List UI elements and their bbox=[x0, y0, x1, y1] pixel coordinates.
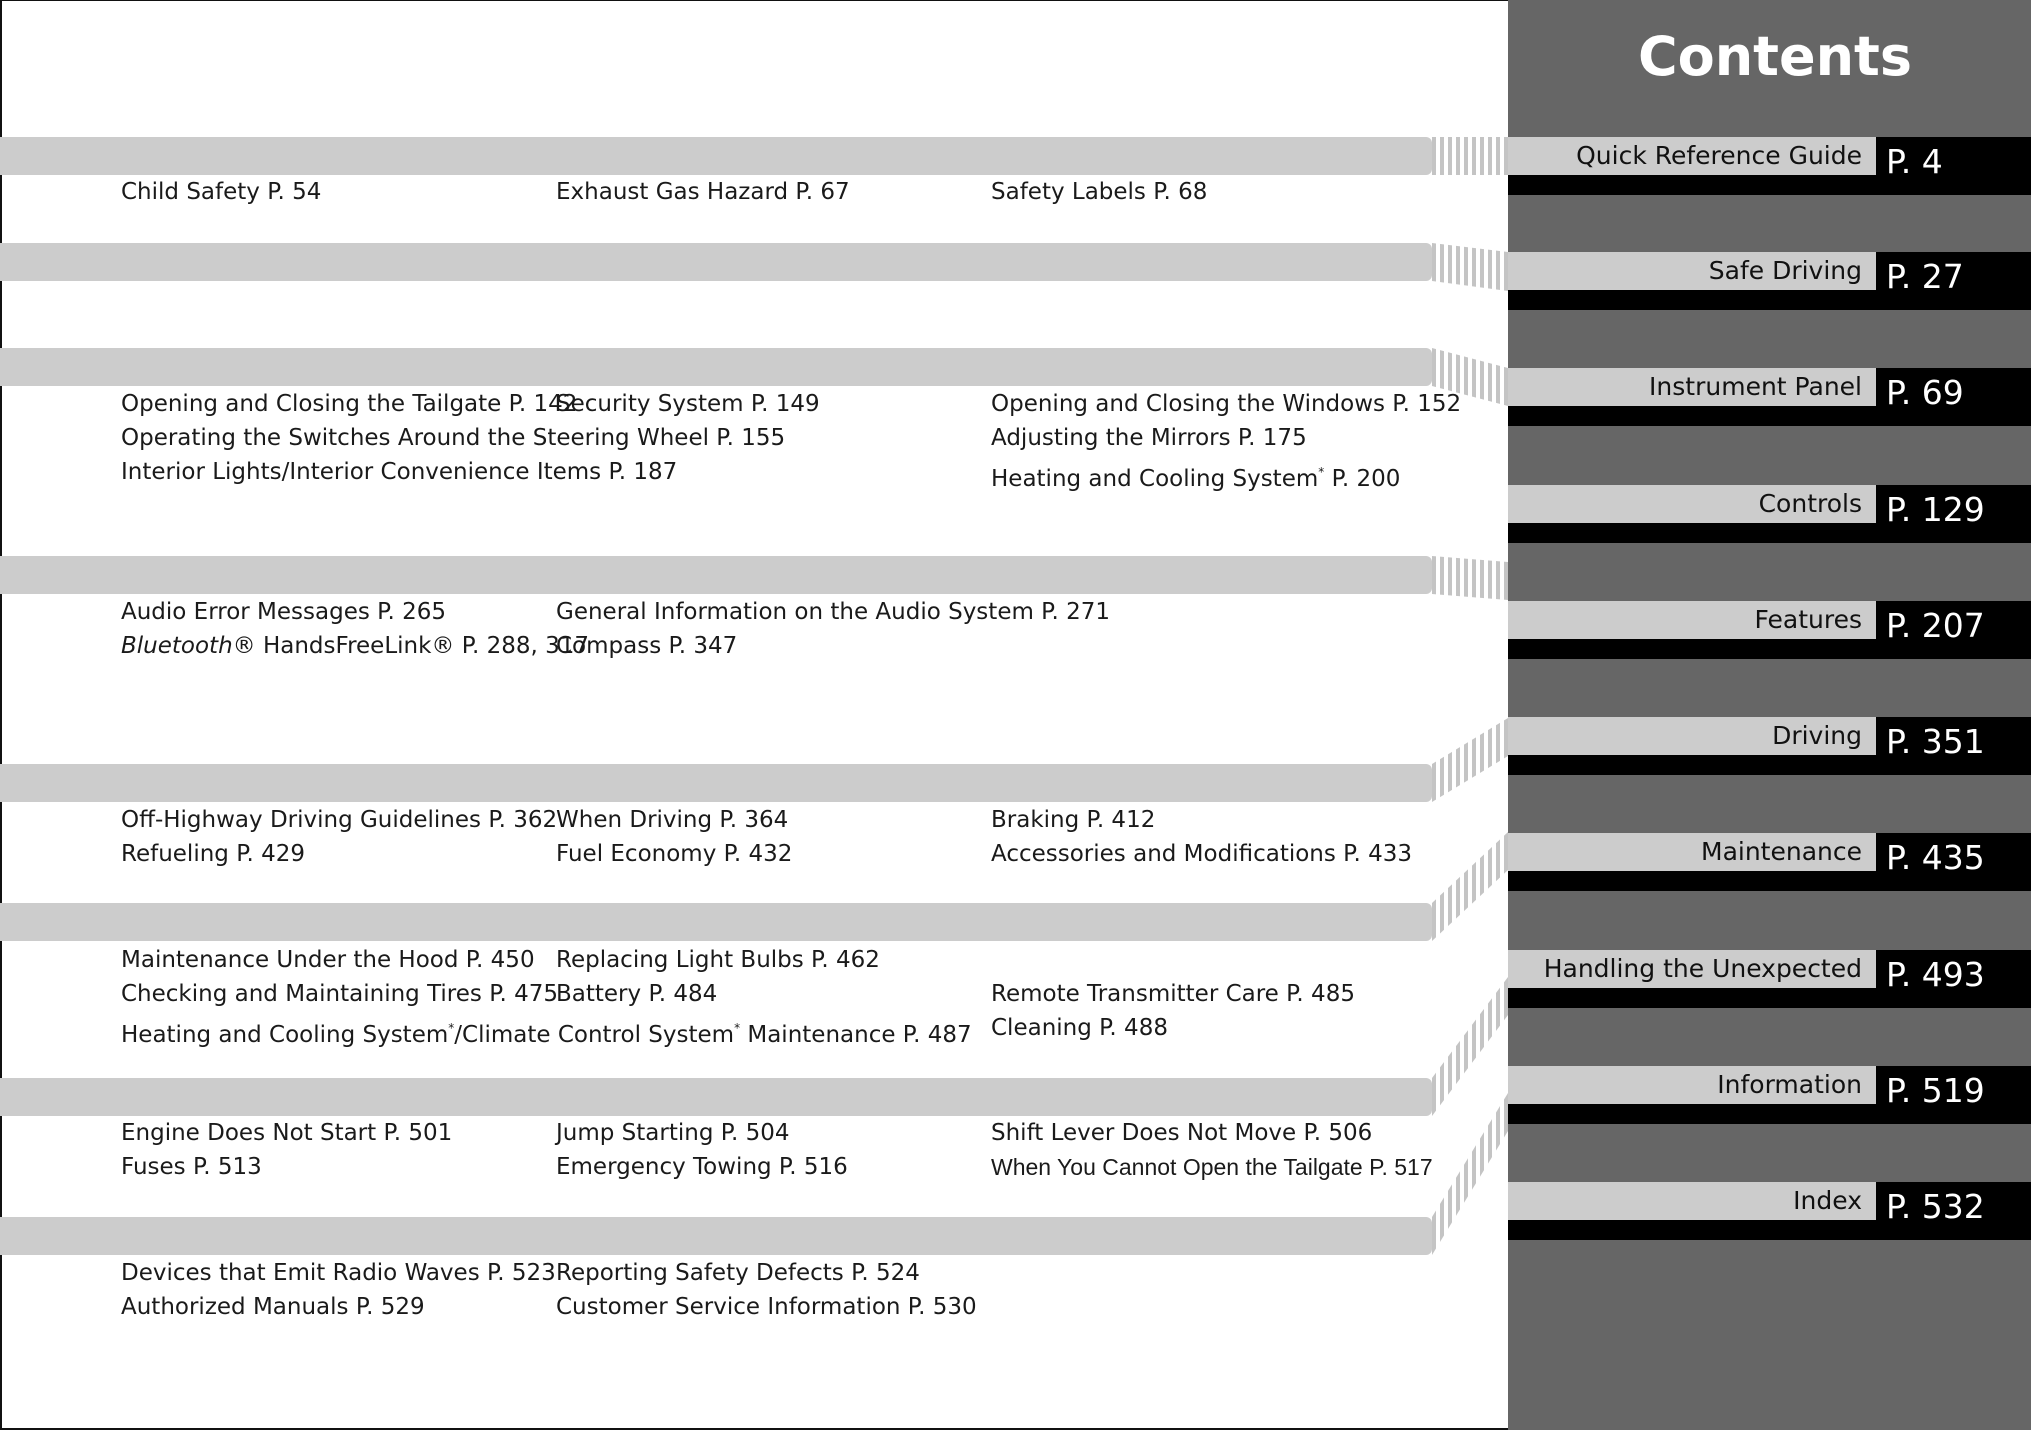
tab-controls[interactable]: Controls bbox=[1508, 485, 1876, 523]
contents-title: Contents bbox=[1637, 25, 1912, 88]
toc-entry-security-system[interactable]: Security System P. 149 bbox=[556, 391, 820, 417]
tab-strip bbox=[1508, 988, 1876, 1008]
tab-strip bbox=[1508, 639, 1876, 659]
toc-entry-audio-general[interactable]: General Information on the Audio System P. 271 bbox=[556, 599, 1110, 625]
tab-features[interactable]: Features bbox=[1508, 601, 1876, 639]
tab-page-driving[interactable]: P. 351 bbox=[1876, 717, 2031, 775]
tab-page-controls[interactable]: P. 129 bbox=[1876, 485, 2031, 543]
connector-quick-reference bbox=[1432, 137, 1508, 175]
toc-entry-audio-error[interactable]: Audio Error Messages P. 265 bbox=[121, 599, 446, 625]
toc-entry-fuel-economy[interactable]: Fuel Economy P. 432 bbox=[556, 841, 793, 867]
connector-controls bbox=[1432, 556, 1508, 600]
toc-entry-safety-labels[interactable]: Safety Labels P. 68 bbox=[991, 179, 1208, 205]
tab-strip bbox=[1508, 523, 1876, 543]
tab-strip bbox=[1508, 406, 1876, 426]
entry-text: Heating and Cooling System bbox=[991, 466, 1319, 492]
toc-entry-when-driving[interactable]: When Driving P. 364 bbox=[556, 807, 789, 833]
toc-entry-braking[interactable]: Braking P. 412 bbox=[991, 807, 1156, 833]
toc-entry-refueling[interactable]: Refueling P. 429 bbox=[121, 841, 305, 867]
connector-maintenance bbox=[1432, 977, 1508, 1116]
tab-strip bbox=[1508, 1104, 1876, 1124]
tab-page-maintenance[interactable]: P. 435 bbox=[1876, 833, 2031, 891]
entry-text: Maintenance P. 487 bbox=[740, 1022, 972, 1048]
entry-text: Heating and Cooling System bbox=[121, 1022, 449, 1048]
toc-entry-emergency-towing[interactable]: Emergency Towing P. 516 bbox=[556, 1154, 848, 1180]
footnote-mark: * bbox=[1318, 465, 1325, 479]
tab-page-index[interactable]: P. 532 bbox=[1876, 1182, 2031, 1240]
tab-driving[interactable]: Driving bbox=[1508, 717, 1876, 755]
toc-entry-tires[interactable]: Checking and Maintaining Tires P. 475 bbox=[121, 981, 559, 1007]
tab-strip bbox=[1508, 1220, 1876, 1240]
tab-page-features[interactable]: P. 207 bbox=[1876, 601, 2031, 659]
entry-text: /Climate Control System bbox=[454, 1022, 735, 1048]
toc-entry-child-safety[interactable]: Child Safety P. 54 bbox=[121, 179, 322, 205]
toc-entry-under-hood[interactable]: Maintenance Under the Hood P. 450 bbox=[121, 947, 535, 973]
toc-entry-mirrors[interactable]: Adjusting the Mirrors P. 175 bbox=[991, 425, 1307, 451]
toc-entry-jump-starting[interactable]: Jump Starting P. 504 bbox=[556, 1120, 790, 1146]
tab-page-instrument-panel[interactable]: P. 69 bbox=[1876, 368, 2031, 426]
toc-entry-battery[interactable]: Battery P. 484 bbox=[556, 981, 718, 1007]
toc-entry-off-highway[interactable]: Off-Highway Driving Guidelines P. 362 bbox=[121, 807, 558, 833]
toc-entry-windows[interactable]: Opening and Closing the Windows P. 152 bbox=[991, 391, 1462, 417]
connector-instrument-panel bbox=[1432, 348, 1508, 406]
connector-handling bbox=[1432, 1093, 1508, 1255]
tab-index[interactable]: Index bbox=[1508, 1182, 1876, 1220]
toc-entry-customer-service[interactable]: Customer Service Information P. 530 bbox=[556, 1294, 977, 1320]
tab-handling-the-unexpected[interactable]: Handling the Unexpected bbox=[1508, 950, 1876, 988]
entry-text: ® HandsFreeLink® P. 288, 317 bbox=[232, 633, 590, 659]
toc-entry-tailgate[interactable]: Opening and Closing the Tailgate P. 142 bbox=[121, 391, 578, 417]
tab-safe-driving[interactable]: Safe Driving bbox=[1508, 252, 1876, 290]
connector-driving bbox=[1432, 832, 1508, 941]
footnote-mark: * bbox=[734, 1021, 741, 1035]
toc-entry-interior-lights[interactable]: Interior Lights/Interior Convenience Items P. 187 bbox=[121, 459, 678, 485]
tab-information[interactable]: Information bbox=[1508, 1066, 1876, 1104]
tab-page-safe-driving[interactable]: P. 27 bbox=[1876, 252, 2031, 310]
toc-entry-engine-not-start[interactable]: Engine Does Not Start P. 501 bbox=[121, 1120, 453, 1146]
connector-safe-driving bbox=[1432, 243, 1508, 291]
toc-entry-remote-transmitter[interactable]: Remote Transmitter Care P. 485 bbox=[991, 981, 1355, 1007]
tab-page-information[interactable]: P. 519 bbox=[1876, 1066, 2031, 1124]
tab-page-quick-reference-guide[interactable]: P. 4 bbox=[1876, 137, 2031, 195]
toc-entry-fuses[interactable]: Fuses P. 513 bbox=[121, 1154, 262, 1180]
entry-text-italic: Bluetooth bbox=[121, 633, 233, 659]
tab-quick-reference-guide[interactable]: Quick Reference Guide bbox=[1508, 137, 1876, 175]
toc-entry-radio-waves[interactable]: Devices that Emit Radio Waves P. 523 bbox=[121, 1260, 556, 1286]
toc-entry-authorized-manuals[interactable]: Authorized Manuals P. 529 bbox=[121, 1294, 425, 1320]
toc-entry-steering-switches[interactable]: Operating the Switches Around the Steering Wheel P. 155 bbox=[121, 425, 786, 451]
toc-entry-accessories[interactable]: Accessories and Modifications P. 433 bbox=[991, 841, 1412, 867]
toc-entry-cannot-open-tailgate[interactable]: When You Cannot Open the Tailgate P. 517 bbox=[991, 1154, 1433, 1180]
tab-page-handling-the-unexpected[interactable]: P. 493 bbox=[1876, 950, 2031, 1008]
tab-strip bbox=[1508, 290, 1876, 310]
tab-strip bbox=[1508, 175, 1876, 195]
connector-features bbox=[1432, 718, 1508, 802]
toc-entry-light-bulbs[interactable]: Replacing Light Bulbs P. 462 bbox=[556, 947, 880, 973]
toc-entry-safety-defects[interactable]: Reporting Safety Defects P. 524 bbox=[556, 1260, 920, 1286]
tab-instrument-panel[interactable]: Instrument Panel bbox=[1508, 368, 1876, 406]
tab-strip bbox=[1508, 755, 1876, 775]
tab-maintenance[interactable]: Maintenance bbox=[1508, 833, 1876, 871]
tab-strip bbox=[1508, 871, 1876, 891]
entry-text: P. 200 bbox=[1324, 466, 1401, 492]
footnote-mark: * bbox=[448, 1021, 455, 1035]
toc-entry-shift-lever[interactable]: Shift Lever Does Not Move P. 506 bbox=[991, 1120, 1373, 1146]
toc-entry-cleaning[interactable]: Cleaning P. 488 bbox=[991, 1015, 1168, 1041]
toc-entry-exhaust-gas-hazard[interactable]: Exhaust Gas Hazard P. 67 bbox=[556, 179, 850, 205]
toc-entry-compass[interactable]: Compass P. 347 bbox=[556, 633, 738, 659]
